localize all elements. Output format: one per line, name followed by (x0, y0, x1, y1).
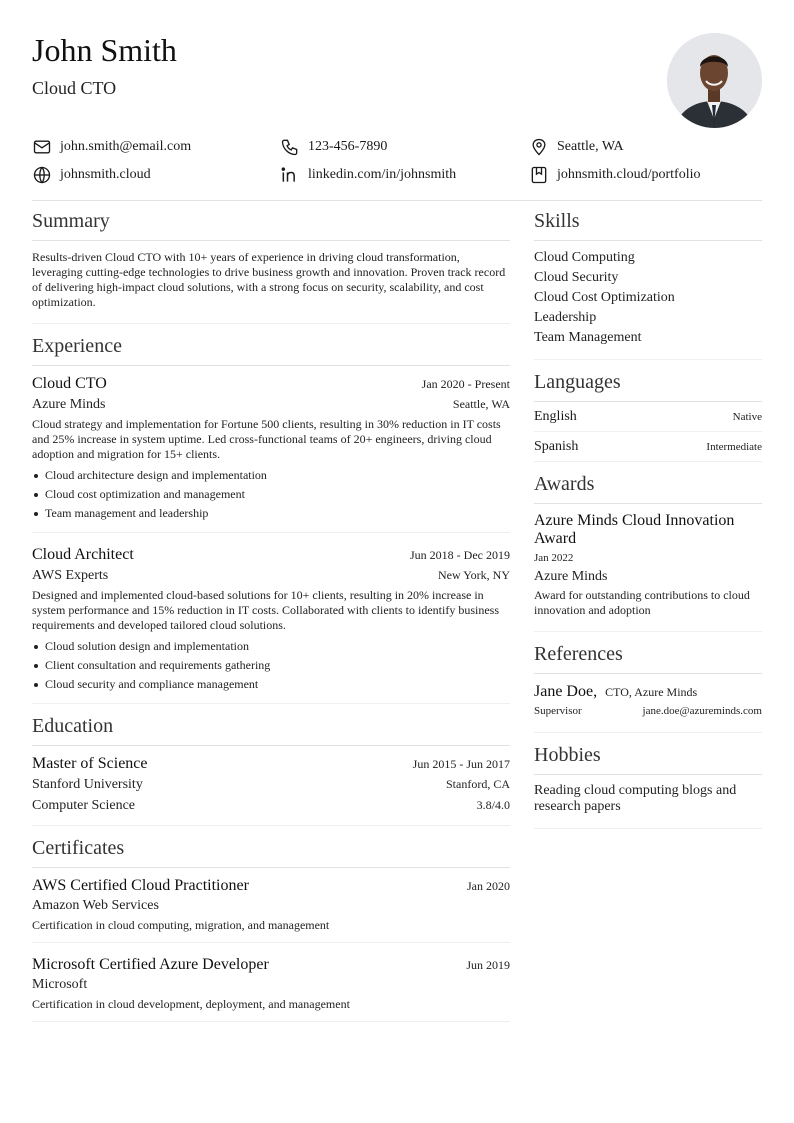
phone-icon (280, 137, 300, 157)
experience-entry (32, 366, 510, 532)
contact-website-text: johnsmith.cloud (60, 167, 151, 182)
globe-icon (32, 165, 52, 185)
hobbies-heading: Hobbies (534, 741, 762, 775)
certificate-date: Jan 2020 (467, 879, 510, 893)
certificate-title: Microsoft Certified Azure Developer (32, 956, 269, 973)
contact-phone-text: 123-456-7890 (308, 139, 388, 154)
language-name: Spanish (534, 439, 579, 454)
side-column (534, 207, 762, 829)
school-location: Stanford, CA (446, 777, 510, 791)
contact-portfolio[interactable] (529, 164, 701, 186)
contact-website[interactable] (32, 164, 151, 186)
job-highlight: Cloud solution design and implementation (32, 637, 510, 656)
job-highlights (32, 637, 510, 694)
job-highlights (32, 466, 510, 523)
field-of-study: Computer Science (32, 798, 136, 813)
contact-linkedin-text: linkedin.com/in/johnsmith (308, 167, 457, 182)
certificate-description: Certification in cloud computing, migration, and management (32, 918, 330, 932)
skill-item: Team Management (534, 330, 642, 345)
language-level: Native (732, 411, 762, 423)
award-description: Award for outstanding contributions to cloud innovation and adoption (534, 588, 750, 617)
job-highlight: Team management and leadership (32, 504, 510, 523)
education-dates: Jun 2015 - Jun 2017 (412, 757, 510, 771)
job-highlight: Cloud cost optimization and management (32, 485, 510, 504)
skills-heading: Skills (534, 207, 762, 241)
contact-email[interactable] (32, 136, 191, 158)
gpa: 3.8/4.0 (476, 798, 510, 812)
education-entry (32, 746, 510, 825)
job-highlight: Cloud architecture design and implementation (32, 466, 510, 485)
contact-email-text: john.smith@email.com (60, 139, 192, 154)
certificates-heading: Certificates (32, 834, 510, 868)
award-entry (534, 504, 762, 631)
reference-position: CTO, Azure Minds (605, 685, 698, 699)
skill-item: Cloud Security (534, 270, 619, 285)
skills-section (534, 207, 762, 360)
summary-section (32, 207, 510, 324)
reference-name: Jane Doe, (534, 683, 598, 700)
skill-item: Cloud Cost Optimization (534, 290, 675, 305)
profile-photo (667, 33, 762, 128)
hobby-text: Reading cloud computing blogs and research papers (534, 783, 737, 814)
job-company: Azure Minds (32, 397, 106, 412)
contact-location-text: Seattle, WA (557, 139, 624, 154)
job-dates: Jun 2018 - Dec 2019 (410, 548, 510, 562)
references-section (534, 640, 762, 733)
job-description: Cloud strategy and implementation for Fortune 500 clients, resulting in 30% reduction in IT costs and 25% increase in system uptime. Led cross-functional teams of 20+ engineers, driving cloud adoption and migration for 15+ clients. (32, 417, 501, 461)
summary-text: Results-driven Cloud CTO with 10+ years of experience in driving cloud transformation, leveraging cutting-edge technologies to drive business growth and innovation. Proven track record of delivering high-impact cloud solutions, with a strong focus on security, scalability, and cost optimization. (32, 250, 506, 309)
languages-section (534, 368, 762, 462)
contact-phone[interactable] (280, 136, 387, 158)
certificate-title: AWS Certified Cloud Practitioner (32, 877, 249, 894)
contact-linkedin[interactable] (280, 164, 456, 186)
languages-heading: Languages (534, 368, 762, 402)
job-location: Seattle, WA (452, 397, 510, 411)
school: Stanford University (32, 777, 143, 792)
job-title: Cloud Architect (32, 546, 134, 563)
certificate-issuer: Amazon Web Services (32, 898, 159, 913)
language-level: Intermediate (706, 441, 762, 453)
education-heading: Education (32, 712, 510, 746)
language-item (534, 402, 762, 431)
skill-item: Leadership (534, 310, 597, 325)
linkedin-icon (280, 165, 300, 185)
certificate-entry (32, 868, 510, 942)
job-description: Designed and implemented cloud-based solutions for 10+ clients, resulting in 20% increase in system performance and 15% reduction in IT costs. Collaborated with clients to identify business requirements and developed tailored cloud solutions. (32, 588, 500, 632)
job-dates: Jan 2020 - Present (421, 377, 510, 391)
contact-row (32, 164, 762, 186)
references-heading: References (534, 640, 762, 674)
job-highlight: Cloud security and compliance management (32, 675, 510, 694)
awards-heading: Awards (534, 470, 762, 504)
award-organization: Azure Minds (534, 569, 608, 584)
main-column (32, 207, 510, 1022)
contact-row (32, 136, 762, 158)
job-title: Cloud CTO (32, 375, 107, 392)
award-title: Azure Minds Cloud Innovation Award (534, 512, 735, 547)
certificates-section (32, 834, 510, 1022)
job-company: AWS Experts (32, 568, 109, 583)
degree: Master of Science (32, 755, 148, 772)
contact-location (529, 136, 624, 158)
education-section (32, 712, 510, 826)
candidate-title: Cloud CTO (32, 78, 117, 98)
header-divider (32, 200, 762, 201)
reference-relation: Supervisor (534, 705, 582, 717)
job-highlight: Client consultation and requirements gathering (32, 656, 510, 675)
hobbies-section (534, 741, 762, 829)
experience-section (32, 332, 510, 704)
summary-heading: Summary (32, 207, 510, 241)
location-pin-icon (529, 137, 549, 157)
award-date: Jan 2022 (534, 552, 574, 564)
reference-entry (534, 674, 762, 732)
certificate-issuer: Microsoft (32, 977, 88, 992)
language-item (534, 431, 762, 461)
envelope-icon (32, 137, 52, 157)
job-location: New York, NY (437, 568, 510, 582)
certificate-description: Certification in cloud development, deployment, and management (32, 997, 350, 1011)
language-name: English (534, 409, 577, 424)
skills-list (534, 241, 762, 359)
certificate-date: Jun 2019 (466, 958, 510, 972)
experience-heading: Experience (32, 332, 510, 366)
reference-email[interactable]: jane.doe@azureminds.com (642, 705, 762, 717)
candidate-name: John Smith (32, 32, 177, 68)
contact-portfolio-text: johnsmith.cloud/portfolio (557, 167, 701, 182)
certificate-entry (32, 942, 510, 1021)
skill-item: Cloud Computing (534, 250, 635, 265)
experience-entry (32, 532, 510, 703)
bookmark-icon (529, 165, 549, 185)
awards-section (534, 470, 762, 632)
profile-photo-image (667, 33, 762, 128)
